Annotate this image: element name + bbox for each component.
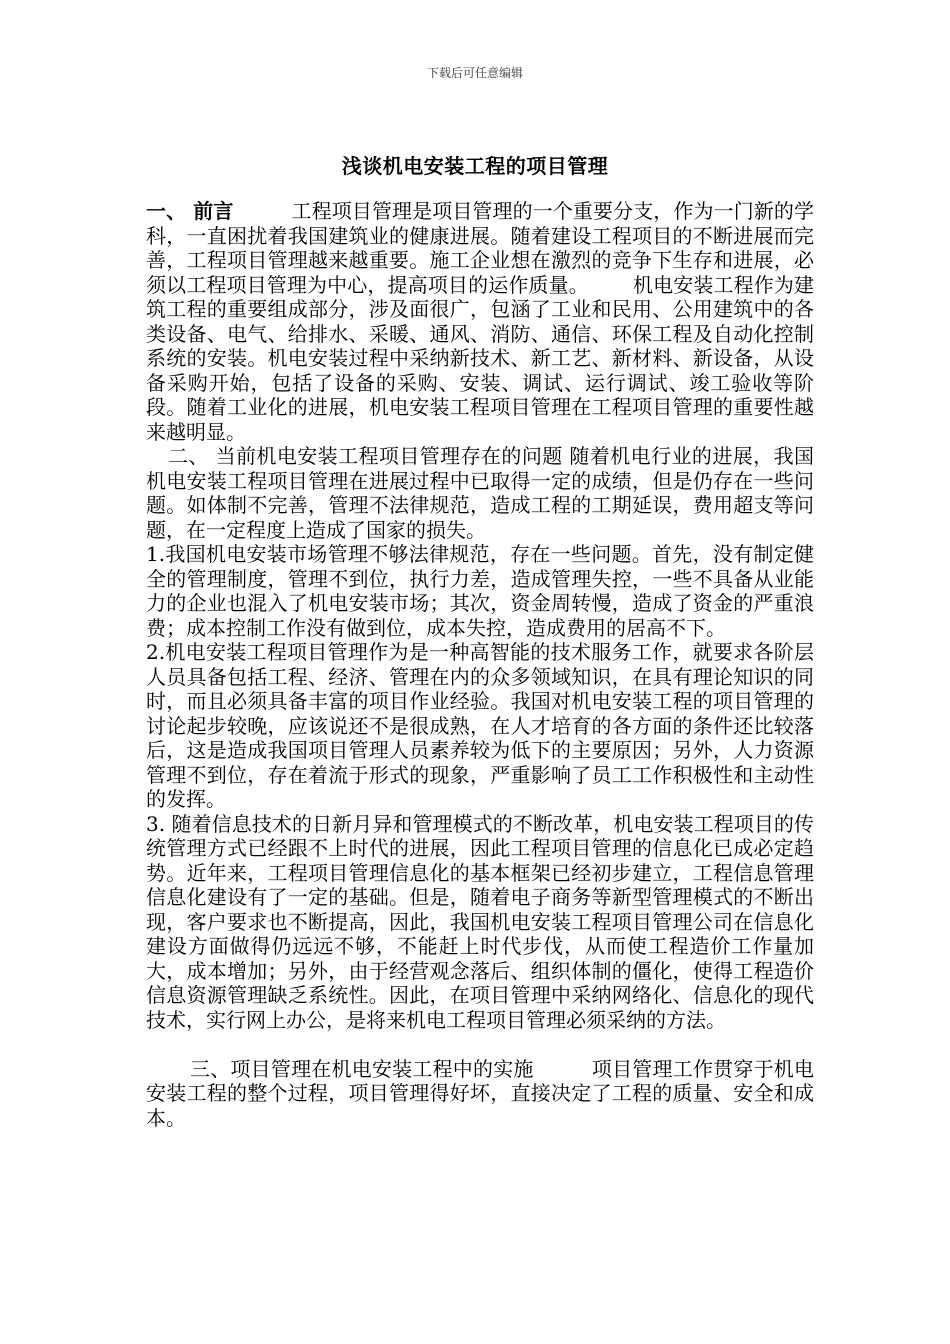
section-3-paragraph (146, 1057, 814, 1131)
section-1-paragraph (146, 199, 814, 444)
section-3-text: 项目管理工作贯穿于机电安装工程的整个过程，项目管理得好坏，直接决定了工程的质量、安全和成本。 (146, 1056, 815, 1130)
section-2-intro: 二、 当前机电安装工程项目管理存在的问题 随着机电行业的进展，我国机电安装工程项目管理在进展过程中已取得一定的成绩，但是仍存在一些问题。如体制不完善，管理不法律规范，造成工程的工期延误，费用超支等问题，在一定程度上造成了国家的损失。 (146, 444, 814, 542)
section-1-text-1: 工程项目管理是项目管理的一个重要分支，作为一门新的学科，一直困扰着我国建筑业的健康进展。随着建设工程项目的不断进展而完善，工程项目管理越来越重要。施工企业想在激烈的竞争下生存和进展，必须以工程项目管理为中心，提高项目的运作质量。 (146, 199, 814, 297)
page-header-note: 下载后可任意编辑 (426, 66, 523, 80)
section-3-heading: 三、项目管理在机电安装工程中的实施 (190, 1056, 534, 1081)
document-body (146, 199, 814, 1130)
document-title: 浅谈机电安装工程的项目管理 (341, 154, 609, 178)
section-2-item-1: 1.我国机电安装市场管理不够法律规范，存在一些问题。首先，没有制定健全的管理制度，管理不到位，执行力差，造成管理失控，一些不具备从业能力的企业也混入了机电安装市场；其次，资金周转慢，造成了资金的严重浪费；成本控制工作没有做到位，成本失控，造成费用的居高不下。 (146, 542, 814, 640)
blank-line (146, 1032, 814, 1057)
section-2-item-3: 3. 随着信息技术的日新月异和管理模式的不断改革，机电安装工程项目的传统管理方式已经跟不上时代的进展，因此工程项目管理的信息化已成必定趋势。近年来，工程项目管理信息化的基本框架已经初步建立，工程信息管理信息化建设有了一定的基础。但是，随着电子商务等新型管理模式的不断出现，客户要求也不断提高，因此，我国机电安装工程项目管理公司在信息化建设方面做得仍远远不够，不能赶上时代步伐，从而使工程造价工作量加大，成本增加；另外，由于经营观念落后、组织体制的僵化，使得工程造价信息资源管理缺乏系统性。因此，在项目管理中采纳网络化、信息化的现代技术，实行网上办公，是将来机电工程项目管理必须采纳的方法。 (146, 811, 814, 1032)
section-1-text-2: 机电安装工程作为建筑工程的重要组成部分，涉及面很广，包涵了工业和民用、公用建筑中的各类设备、电气、给排水、采暖、通风、消防、通信、环保工程及自动化控制系统的安装。机电安装过程中采纳新技术、新工艺、新材料、新设备，从设备采购开始，包括了设备的采购、安装、调试、运行调试、竣工验收等阶段。随着工业化的进展，机电安装工程项目管理在工程项目管理的重要性越来越明显。 (146, 272, 815, 444)
section-1-heading: 一、 前言 (146, 199, 234, 223)
section-2-item-2: 2.机电安装工程项目管理作为是一种高智能的技术服务工作，就要求各阶层人员具备包括工程、经济、管理在内的众多领域知识，在具有理论知识的同时，而且必须具备丰富的项目作业经验。我国对机电安装工程的项目管理的讨论起步较晚，应该说还不是很成熟，在人才培育的各方面的条件还比较落后，这是造成我国项目管理人员素养较为低下的主要原因；另外，人力资源管理不到位，存在着流于形式的现象，严重影响了员工工作积极性和主动性的发挥。 (146, 640, 814, 811)
